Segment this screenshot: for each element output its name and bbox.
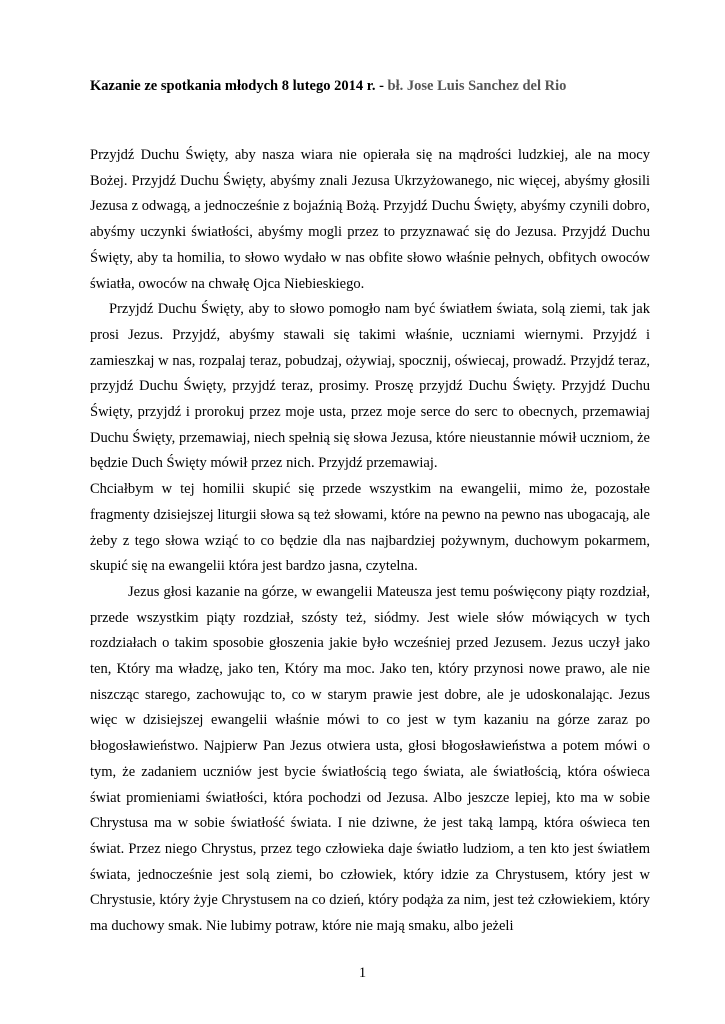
document-title (90, 78, 650, 95)
title-main: Kazanie ze spotkania młodych 8 lutego 2014 r. - (90, 78, 384, 94)
paragraph-2: Przyjdź Duchu Święty, aby to słowo pomogło nam być światłem świata, solą ziemi, tak jak prosi Jezus. Przyjdź, abyśmy stawali się takimi właśnie, uczniami wiernymi. Przyjdź i zamieszkaj w nas, rozpalaj teraz, pobudzaj, ożywiaj, spocznij, oświecaj, prowadź. Przyjdź teraz, przyjdź Duchu Święty, przyjdź teraz, prosimy. Proszę przyjdź Duchu Święty. Przyjdź Duchu Święty, przyjdź i prorokuj przez moje usta, przez moje serce do serc to obecnych, przemawiaj Duchu Święty, przemawiaj, niech spełnią się słowa Jezusa, które nieustannie mówił uczniom, że będzie Duch Święty mówił przez nich. Przyjdź przemawiaj. (90, 301, 650, 472)
paragraph-1: Przyjdź Duchu Święty, aby nasza wiara nie opierała się na mądrości ludzkiej, ale na mocy Bożej. Przyjdź Duchu Święty, abyśmy znali Jezusa Ukrzyżowanego, nic więcej, abyśmy głosili Jezusa z odwagą, a jednocześnie z bojaźnią Bożą. Przyjdź Duchu Święty, abyśmy czynili dobro, abyśmy uczynki światłości, abyśmy mogli przez to przyznawać się do Jezusa. Przyjdź Duchu Święty, aby ta homilia, to słowo wydało w nas obfite słowo właśnie pełnych, obfitych owoców światła, owoców na chwałę Ojca Niebieskiego. (90, 147, 650, 292)
document-body (90, 143, 650, 940)
paragraph-3: Chciałbym w tej homilii skupić się przede wszystkim na ewangelii, mimo że, pozostałe fragmenty dzisiejszej liturgii słowa są też słowami, które na pewno na pewno nas ubogacają, ale żeby z tego słowa wziąć to co będzie dla nas najbardziej pożywnym, duchowym pokarmem, skupić się na ewangelii która jest bardzo jasna, czytelna. (90, 481, 650, 575)
page-number: 1 (358, 965, 367, 981)
title-suffix: bł. Jose Luis Sanchez del Rio (383, 78, 567, 94)
paragraph-4: Jezus głosi kazanie na górze, w ewangelii Mateusza jest temu poświęcony piąty rozdział, przede wszystkim piąty rozdział, szósty też, siódmy. Jest wiele słów mówiących w tych rozdziałach o takim sposobie głoszenia jakie było wcześniej przed Jezusem. Jezus uczył jako ten, Który ma władzę, jako ten, Który ma moc. Jako ten, który przynosi nowe prawo, ale nie niszcząc starego, zachowując to, co w starym prawie jest dobre, ale je udoskonalając. Jezus więc w dzisiejszej ewangelii właśnie mówi to co jest w tym kazaniu na górze zaraz po błogosławieństwo. Najpierw Pan Jezus otwiera usta, głosi błogosławieństwa a potem mówi o tym, że zadaniem uczniów jest bycie światłością tego świata, ale światłością, która oświeca świat promieniami światłości, która pochodzi od Jezusa. Albo jeszcze lepiej, kto ma w sobie Chrystusa ma w sobie światłość świata. I nie dziwne, że jest taką lampą, która oświeca ten świat. Przez niego Chrystus, przez tego człowieka daje światło ludziom, a ten kto jest światłem świata, jednocześnie jest solą ziemi, bo człowiek, który idzie za Chrystusem, który jest w Chrystusie, który żyje Chrystusem na co dzień, który podąża za nim, jest też człowiekiem, który ma duchowy smak. Nie lubimy potraw, które nie mają smaku, albo jeżeli (90, 583, 650, 935)
